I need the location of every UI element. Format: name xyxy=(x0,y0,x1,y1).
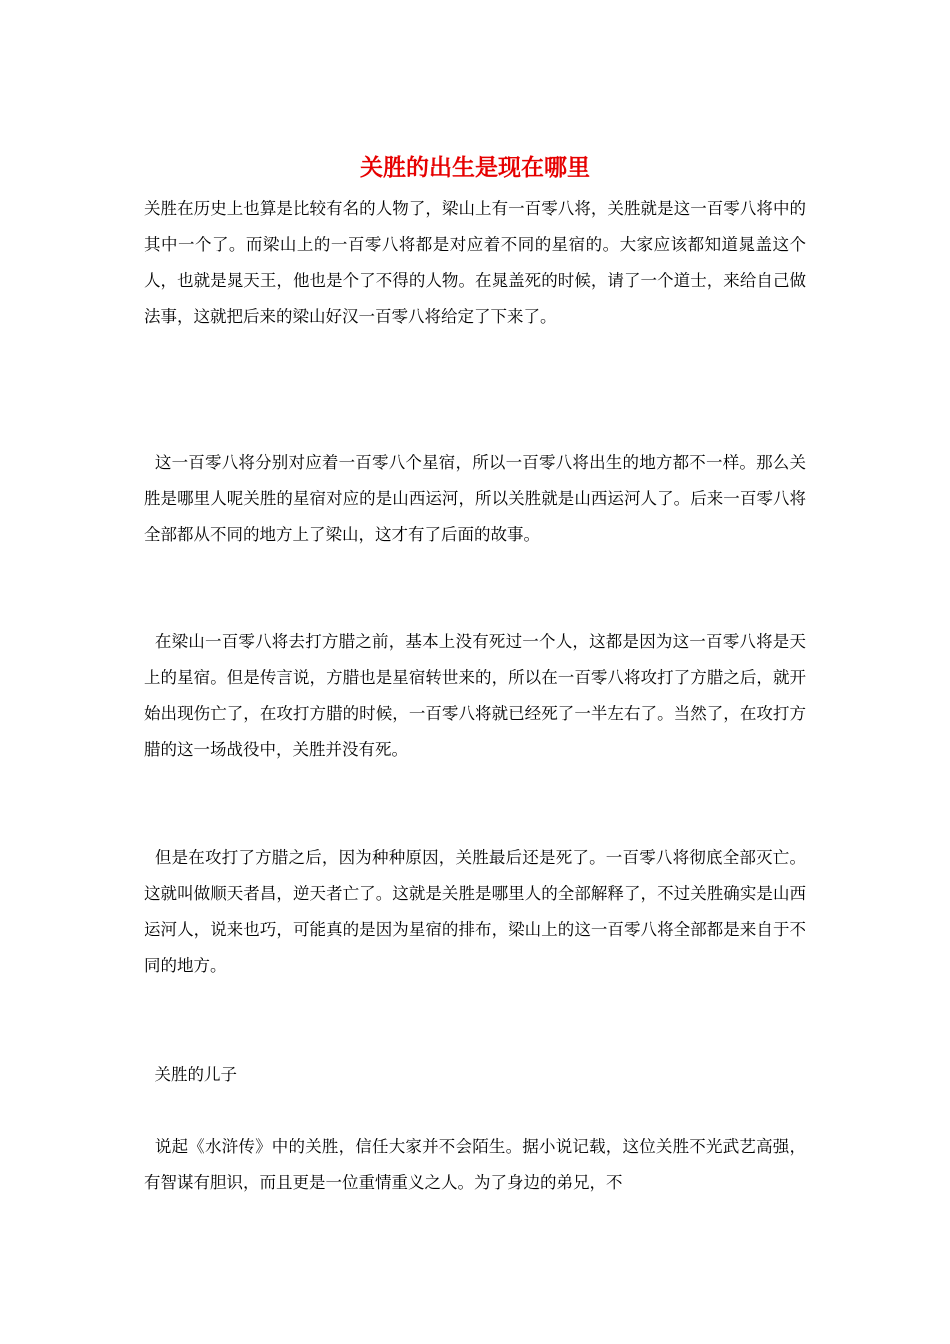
paragraph-4: 但是在攻打了方腊之后，因为种种原因，关胜最后还是死了。一百零八将彻底全部灭亡。这就叫做顺天者昌，逆天者亡了。这就是关胜是哪里人的全部解释了，不过关胜确实是山西运河人，说来也巧，可能真的是因为星宿的排布，梁山上的这一百零八将全部都是来自于不同的地方。 xyxy=(144,848,806,975)
section-heading-sons: 关胜的儿子 xyxy=(144,1065,237,1084)
document-title: 关胜的出生是现在哪里 xyxy=(360,154,590,181)
paragraph-5: 说起《水浒传》中的关胜，信任大家并不会陌生。据小说记载，这位关胜不光武艺高强，有智谋有胆识，而且更是一位重情重义之人。为了身边的弟兄，不 xyxy=(144,1137,806,1192)
paragraph-2: 这一百零八将分别对应着一百零八个星宿，所以一百零八将出生的地方都不一样。那么关胜是哪里人呢关胜的星宿对应的是山西运河，所以关胜就是山西运河人了。后来一百零八将全部都从不同的地方上了梁山，这才有了后面的故事。 xyxy=(144,453,806,544)
paragraph-1: 关胜在历史上也算是比较有名的人物了，梁山上有一百零八将，关胜就是这一百零八将中的其中一个了。而梁山上的一百零八将都是对应着不同的星宿的。大家应该都知道晁盖这个人，也就是晁天王，他也是个了不得的人物。在晁盖死的时候，请了一个道士，来给自己做法事，这就把后来的梁山好汉一百零八将给定了下来了。 xyxy=(144,199,806,326)
paragraph-3: 在梁山一百零八将去打方腊之前，基本上没有死过一个人，这都是因为这一百零八将是天上的星宿。但是传言说，方腊也是星宿转世来的，所以在一百零八将攻打了方腊之后，就开始出现伤亡了，在攻打方腊的时候，一百零八将就已经死了一半左右了。当然了，在攻打方腊的这一场战役中，关胜并没有死。 xyxy=(144,632,806,759)
